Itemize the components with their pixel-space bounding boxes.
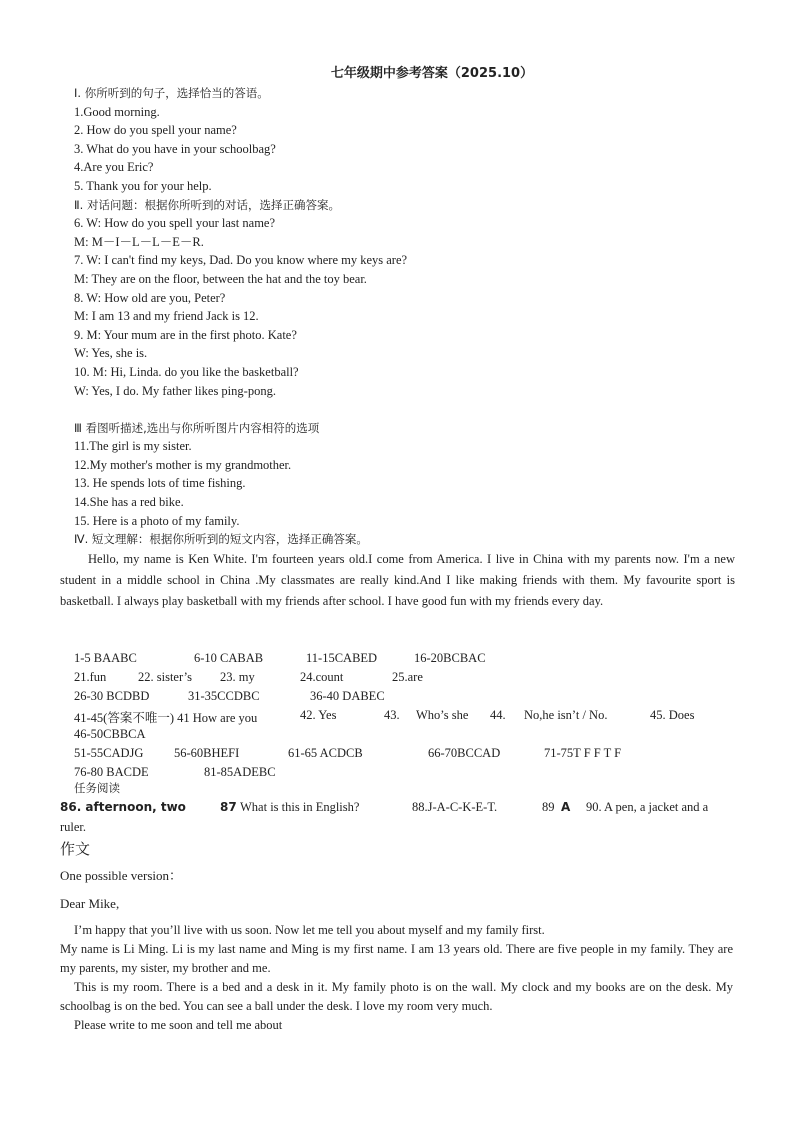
answer-row: [74, 708, 754, 727]
answer-88: 88.J-A-C-K-E-T.: [412, 800, 498, 814]
answer-cell: No,he isn’t / No.: [524, 708, 608, 722]
answer-row: [74, 670, 754, 689]
transcript-line: 5. Thank you for your help.: [74, 178, 212, 193]
answer-87: What is this in English?: [240, 800, 360, 814]
transcript-line: W: Yes, she is.: [74, 346, 148, 361]
transcript-line: [74, 400, 754, 419]
composition-heading: 作文: [60, 840, 91, 858]
answer-key: [74, 651, 754, 784]
transcript-line: M: M－I－L－L－E－R.: [74, 234, 204, 249]
transcript-line: 10. M: Hi, Linda. do you like the basketball?: [74, 364, 299, 379]
transcript-line: 9. M: Your mum are in the first photo. Kate?: [74, 327, 297, 342]
answer-cell: 22. sister’s: [138, 670, 192, 684]
answer-row: [74, 765, 754, 784]
answer-cell: Who’s she: [416, 708, 469, 722]
composition-version-label: One possible version：: [60, 868, 183, 883]
answer-cell: 26-30 BCDBD: [74, 689, 150, 703]
answer-row: [74, 727, 754, 746]
answer-cell: 76-80 BACDE: [74, 765, 149, 779]
answer-row: [74, 746, 754, 765]
transcript-line: 12.My mother's mother is my grandmother.: [74, 457, 292, 472]
transcript-line: M: I am 13 and my friend Jack is 12.: [74, 309, 259, 324]
answer-cell: 21.fun: [74, 670, 107, 684]
answer-cell: 36-40 DABEC: [310, 689, 385, 703]
answer-90-continued: ruler.: [60, 820, 87, 834]
transcript-line: 15. Here is a photo of my family.: [74, 513, 240, 528]
transcript-line: 13. He spends lots of time fishing.: [74, 476, 246, 491]
transcript-line: 3. What do you have in your schoolbag?: [74, 141, 276, 156]
transcript-line: W: Yes, I do. My father likes ping-pong.: [74, 383, 276, 398]
answer-cell: 11-15CABED: [306, 651, 378, 665]
answer-row: [74, 651, 754, 670]
transcript-line: 7. W: I can't find my keys, Dad. Do you know where my keys are?: [74, 253, 408, 268]
transcript-line: 8. W: How old are you, Peter?: [74, 290, 226, 305]
answer-cell: 44.: [490, 708, 506, 722]
letter-paragraph: I’m happy that you’ll live with us soon. Now let me tell you about myself and my family first.: [74, 923, 545, 937]
task-answer-row: [60, 800, 750, 819]
letter-body: [60, 921, 733, 1035]
letter-greeting: Dear Mike,: [60, 896, 120, 911]
answer-cell: 61-65 ACDCB: [288, 746, 363, 760]
transcript-line: Ⅰ. 你所听到的句子，选择恰当的答语。: [74, 86, 269, 100]
transcript-line: Ⅳ. 短文理解：根据你所听到的短文内容，选择正确答案。: [74, 532, 368, 547]
transcript-line: Ⅱ. 对话问题：根据你所听到的对话，选择正确答案。: [74, 197, 340, 212]
answer-89: A: [561, 800, 571, 814]
page-title: 七年级期中参考答案（2025.10）: [330, 66, 534, 81]
transcript-line: 1.Good morning.: [74, 104, 160, 119]
transcript-line: 11.The girl is my sister.: [74, 439, 192, 454]
answer-cell: 41-45(答案不唯一) 41 How are you: [74, 711, 258, 725]
passage-text: Hello, my name is Ken White. I'm fourteen years old.I come from America. I live in China with my parents now. I'm a new student in a middle school in China .My classmates are really kind.And I like making friends with them. My favourite sport is basketball. I always play basketball with my friends after school. I have good fun with my friends every day.: [60, 552, 735, 608]
answer-cell: 1-5 BAABC: [74, 651, 137, 665]
transcript-line: M: They are on the floor, between the hat and the toy bear.: [74, 271, 367, 286]
answer-cell: 31-35CCDBC: [188, 689, 260, 703]
transcript-line: 6. W: How do you spell your last name?: [74, 216, 276, 231]
transcript-line: 4.Are you Eric?: [74, 160, 154, 175]
answer-cell: 71-75T F F T F: [544, 746, 622, 760]
answer-cell: 56-60BHEFI: [174, 746, 240, 760]
answer-87-number: 87: [220, 800, 237, 814]
answer-cell: 81-85ADEBC: [204, 765, 276, 779]
answer-cell: 45. Does: [650, 708, 695, 722]
letter-paragraph: My name is Li Ming. Li is my last name and Ming is my first name. I am 13 years old. There are five people in my family. They are my parents, my sister, my brother and me.: [60, 942, 733, 975]
letter-paragraph: This is my room. There is a bed and a desk in it. My family photo is on the wall. My clock and my books are on the desk. My schoolbag is on the bed. You can see a ball under the desk. I love my room very much.: [60, 980, 733, 1013]
answer-cell: 23. my: [220, 670, 255, 684]
answer-86: 86. afternoon, two: [60, 800, 186, 814]
listening-transcript: [74, 84, 754, 549]
answer-cell: 24.count: [300, 670, 344, 684]
answer-row: [74, 689, 754, 708]
answer-cell: 16-20BCBAC: [414, 651, 486, 665]
answer-cell: 25.are: [392, 670, 423, 684]
answer-90: 90. A pen, a jacket and a: [586, 800, 709, 814]
answer-cell: 51-55CADJG: [74, 746, 144, 760]
answer-cell: 6-10 CABAB: [194, 651, 264, 665]
answer-89-number: 89: [542, 800, 555, 814]
task-reading-label: 任务阅读: [74, 781, 120, 795]
transcript-line: 2. How do you spell your name?: [74, 123, 237, 138]
transcript-line: Ⅲ 看图听描述,选出与你所听图片内容相符的选项: [74, 420, 320, 435]
letter-paragraph: Please write to me soon and tell me about: [74, 1018, 283, 1032]
answer-cell: 43.: [384, 708, 400, 722]
transcript-line: 14.She has a red bike.: [74, 495, 184, 510]
answer-cell: 66-70BCCAD: [428, 746, 501, 760]
answer-cell: 42. Yes: [300, 708, 337, 722]
answer-cell: 46-50CBBCA: [74, 727, 146, 741]
